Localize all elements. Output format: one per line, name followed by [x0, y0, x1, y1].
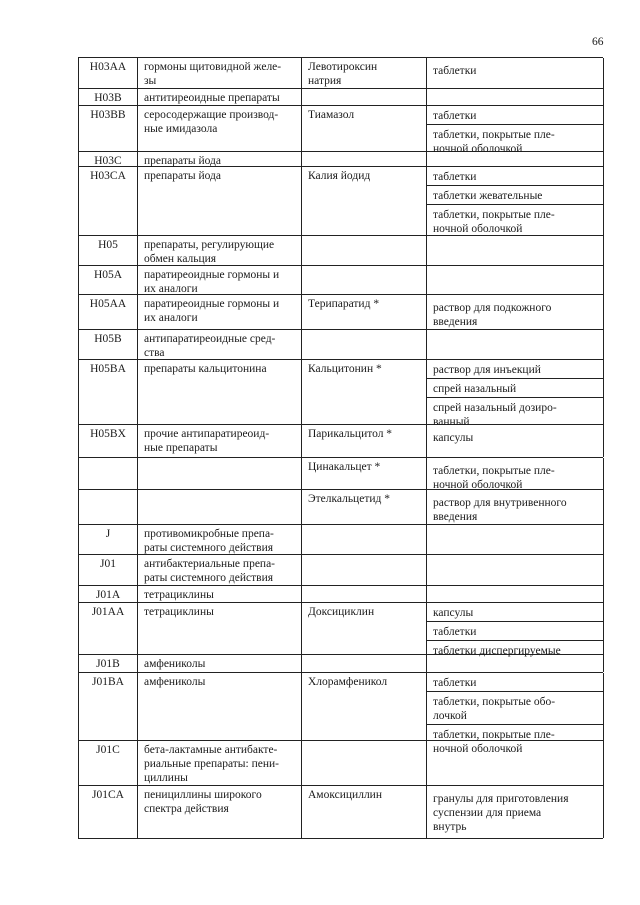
table-row: [78, 654, 603, 672]
atc-code-cell: J01: [79, 555, 138, 586]
dosage-forms-cell: [427, 741, 604, 786]
atc-code-cell: J: [79, 525, 138, 556]
atc-code-cell: J01B: [79, 655, 138, 672]
drug-name-cell: Хлорамфеникол: [302, 673, 427, 757]
anatomical-group-cell: пенициллины широкого спектра действия: [138, 786, 302, 838]
dosage-forms-cell: [427, 525, 604, 556]
anatomical-group-cell: тетрациклины: [138, 586, 302, 603]
dosage-forms-cell: [427, 490, 604, 525]
atc-code-cell: H05A: [79, 266, 138, 297]
anatomical-group-cell: амфениколы: [138, 655, 302, 672]
dosage-forms-cell: [427, 603, 604, 659]
table-row: [78, 457, 603, 489]
atc-code-cell: J01C: [79, 741, 138, 786]
drug-name-cell: [302, 655, 427, 672]
atc-code-cell: H03B: [79, 89, 138, 106]
table-row: [78, 294, 603, 329]
dosage-form: таблетки: [433, 65, 477, 77]
dosage-form: таблетки, покрытые пле- ночной оболочкой: [433, 209, 555, 235]
dosage-form: спрей назальный дозиро- ванный: [433, 402, 557, 428]
dosage-forms-cell: [427, 458, 604, 493]
atc-code-cell: H03AA: [79, 58, 138, 89]
atc-code-cell: H03BB: [79, 106, 138, 157]
dosage-form: таблетки: [427, 106, 603, 125]
dosage-forms-cell: [427, 555, 604, 586]
anatomical-group-cell: серосодержащие производ- ные имидазола: [138, 106, 302, 157]
drug-name-cell: Левотироксин натрия: [302, 58, 427, 89]
table-row: [78, 785, 603, 839]
dosage-forms-cell: [427, 89, 604, 106]
anatomical-group-cell: препараты йода: [138, 167, 302, 237]
anatomical-group-cell: амфениколы: [138, 673, 302, 757]
dosage-form: таблетки: [427, 167, 603, 186]
drug-name-cell: Тиамазол: [302, 106, 427, 157]
table-row: [78, 105, 603, 155]
table-row: [78, 585, 603, 602]
dosage-form: раствор для подкожного введения: [433, 302, 552, 328]
table-row: [78, 489, 603, 524]
drug-name-cell: Цинакальцет *: [302, 458, 427, 493]
table-row: [78, 57, 603, 88]
table-row: [78, 359, 603, 428]
atc-code-cell: H05AA: [79, 295, 138, 330]
dosage-form: капсулы: [433, 432, 474, 444]
atc-code-cell: H05: [79, 236, 138, 267]
anatomical-group-cell: паратиреоидные гормоны и их аналоги: [138, 266, 302, 297]
atc-code-cell: J01AA: [79, 603, 138, 659]
drug-name-cell: [302, 586, 427, 603]
dosage-form: капсулы: [427, 603, 603, 622]
dosage-forms-cell: [427, 786, 604, 838]
table-row: [78, 151, 603, 166]
drug-table: [78, 57, 603, 839]
dosage-forms-cell: [427, 236, 604, 267]
table-row: [78, 524, 603, 554]
dosage-forms-cell: [427, 425, 604, 457]
drug-name-cell: Кальцитонин *: [302, 360, 427, 430]
anatomical-group-cell: прочие антипаратиреоид- ные препараты: [138, 425, 302, 457]
drug-name-cell: Калия йодид: [302, 167, 427, 237]
anatomical-group-cell: гормоны щитовидной желе- зы: [138, 58, 302, 89]
dosage-form: спрей назальный: [427, 379, 603, 398]
table-row: [78, 424, 603, 457]
table-row: [78, 740, 603, 785]
anatomical-group-cell: бета-лактамные антибакте- риальные препараты: пени- циллины: [138, 741, 302, 786]
dosage-forms-cell: [427, 58, 604, 89]
table-row: [78, 329, 603, 359]
drug-name-cell: [302, 555, 427, 586]
page-number: 66: [592, 36, 604, 48]
anatomical-group-cell: паратиреоидные гормоны и их аналоги: [138, 295, 302, 330]
drug-name-cell: [302, 330, 427, 361]
table-row: [78, 554, 603, 585]
dosage-form: таблетки жевательные: [427, 186, 603, 205]
anatomical-group-cell: [138, 458, 302, 493]
atc-code-cell: H05B: [79, 330, 138, 361]
drug-name-cell: Парикальцитол *: [302, 425, 427, 457]
anatomical-group-cell: тетрациклины: [138, 603, 302, 659]
table-row: [78, 166, 603, 235]
drug-name-cell: [302, 741, 427, 786]
drug-name-cell: [302, 266, 427, 297]
atc-code-cell: [79, 490, 138, 525]
dosage-forms-cell: [427, 295, 604, 330]
drug-name-cell: [302, 89, 427, 106]
anatomical-group-cell: антитиреоидные препараты: [138, 89, 302, 106]
drug-name-cell: Доксициклин: [302, 603, 427, 659]
anatomical-group-cell: антибактериальные препа- раты системного действия: [138, 555, 302, 586]
dosage-form: раствор для внутривенного введения: [433, 497, 567, 523]
atc-code-cell: H05BA: [79, 360, 138, 430]
drug-name-cell: [302, 236, 427, 267]
anatomical-group-cell: препараты кальцитонина: [138, 360, 302, 430]
dosage-form: таблетки: [427, 622, 603, 641]
dosage-form: таблетки диспергируемые: [433, 645, 561, 657]
dosage-form: гранулы для приготовления суспензии для приема внутрь: [433, 793, 569, 833]
drug-name-cell: Терипаратид *: [302, 295, 427, 330]
table-row: [78, 88, 603, 105]
dosage-forms-cell: [427, 360, 604, 430]
anatomical-group-cell: препараты, регулирующие обмен кальция: [138, 236, 302, 267]
atc-code-cell: [79, 458, 138, 493]
anatomical-group-cell: [138, 490, 302, 525]
dosage-forms-cell: [427, 266, 604, 297]
dosage-forms-cell: [427, 167, 604, 237]
dosage-form: таблетки, покрытые пле- ночной оболочкой: [433, 129, 555, 155]
table-row: [78, 235, 603, 265]
dosage-form: таблетки, покрытые обо- лочкой: [427, 692, 603, 725]
dosage-forms-cell: [427, 106, 604, 157]
table-row: [78, 602, 603, 657]
drug-name-cell: [302, 525, 427, 556]
atc-code-cell: J01BA: [79, 673, 138, 757]
atc-code-cell: H05BX: [79, 425, 138, 457]
drug-name-cell: Этелкальцетид *: [302, 490, 427, 525]
anatomical-group-cell: антипаратиреоидные сред- ства: [138, 330, 302, 361]
anatomical-group-cell: противомикробные препа- раты системного действия: [138, 525, 302, 556]
atc-code-cell: H03C: [79, 152, 138, 169]
atc-code-cell: J01CA: [79, 786, 138, 838]
anatomical-group-cell: препараты йода: [138, 152, 302, 169]
dosage-form: раствор для инъекций: [427, 360, 603, 379]
dosage-form: таблетки: [427, 673, 603, 692]
dosage-forms-cell: [427, 586, 604, 603]
dosage-form: таблетки, покрытые пле- ночной оболочкой: [433, 729, 555, 755]
drug-name-cell: Амоксициллин: [302, 786, 427, 838]
atc-code-cell: H03CA: [79, 167, 138, 237]
table-row: [78, 265, 603, 294]
dosage-form: таблетки, покрытые пле- ночной оболочкой: [433, 465, 555, 491]
atc-code-cell: J01A: [79, 586, 138, 603]
dosage-forms-cell: [427, 330, 604, 361]
dosage-forms-cell: [427, 655, 604, 672]
